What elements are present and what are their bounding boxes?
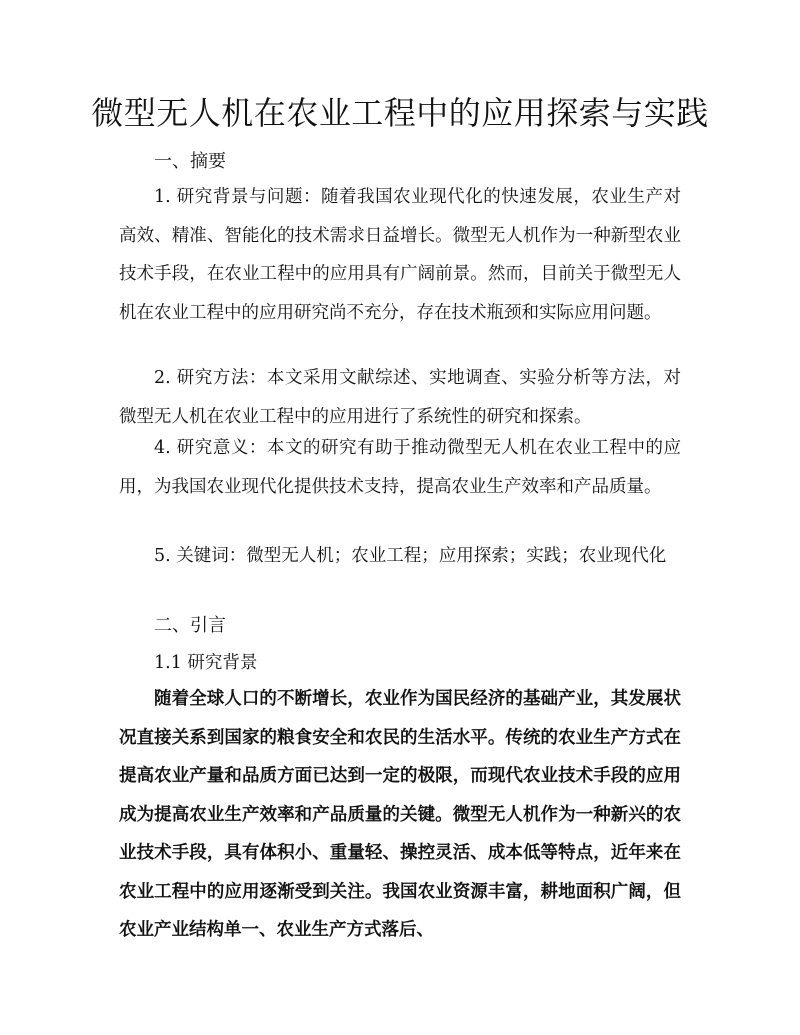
document-title: 微型无人机在农业工程中的应用探索与实践	[91, 94, 709, 132]
abstract-item-background: 1. 研究背景与问题：随着我国农业现代化的快速发展，农业生产对高效、精准、智能化的技术需求日益增长。微型无人机作为一种新型农业技术手段，在农业工程中的应用具有广阔前景。然而，目前关于微型无人机在农业工程中的应用研究尚不充分，存在技术瓶颈和实际应用问题。	[119, 187, 681, 323]
subsection-heading-background: 1.1 研究背景	[154, 653, 258, 673]
abstract-item-significance: 4. 研究意义：本文的研究有助于推动微型无人机在农业工程中的应用，为我国农业现代化提供技术支持，提高农业生产效率和产品质量。	[119, 438, 681, 497]
section-heading-intro: 二、引言	[154, 615, 226, 636]
abstract-item-keywords: 5. 关键词：微型无人机；农业工程；应用探索；实践；农业现代化	[154, 546, 667, 566]
intro-paragraph: 随着全球人口的不断增长，农业作为国民经济的基础产业，其发展状况直接关系到国家的粮食安全和农民的生活水平。传统的农业生产方式在提高农业产量和品质方面已达到一定的极限，而现代农业技术手段的应用成为提高农业生产效率和产品质量的关键。微型无人机作为一种新兴的农业技术手段，具有体积小、重量轻、操控灵活、成本低等特点，近年来在农业工程中的应用逐渐受到关注。我国农业资源丰富，耕地面积广阔，但农业产业结构单一、农业生产方式落后、	[119, 689, 681, 940]
abstract-item-methods: 2. 研究方法：本文采用文献综述、实地调查、实验分析等方法，对微型无人机在农业工程中的应用进行了系统性的研究和探索。	[119, 368, 681, 427]
section-heading-abstract: 一、摘要	[154, 151, 226, 172]
